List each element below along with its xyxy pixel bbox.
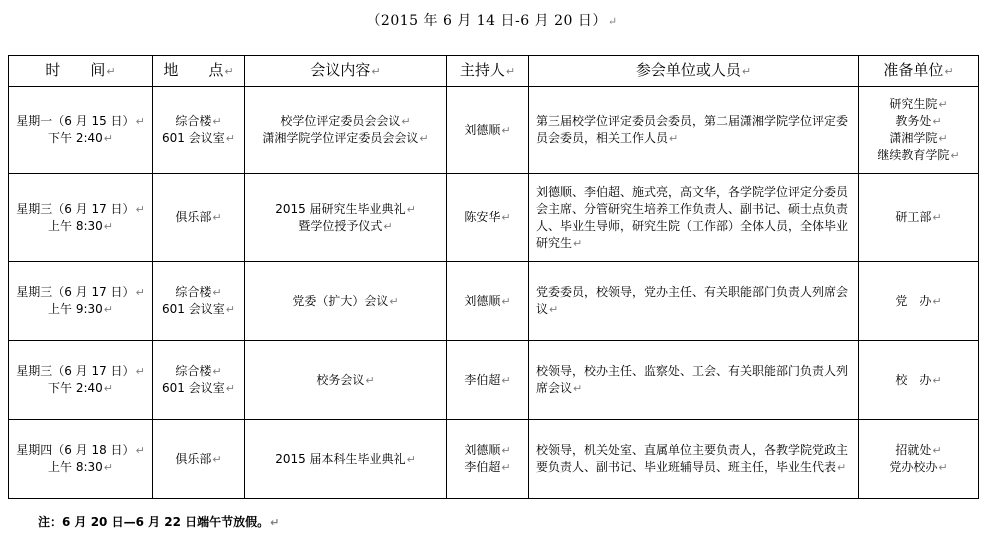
paragraph-mark-icon: ↵ bbox=[573, 382, 583, 395]
header-place bbox=[153, 56, 245, 87]
paragraph-mark-icon: ↵ bbox=[406, 202, 416, 216]
host-cell bbox=[447, 341, 529, 420]
time-slot: 上午 8:30 bbox=[48, 460, 103, 474]
paragraph-mark-icon: ↵ bbox=[501, 294, 511, 308]
paragraph-mark-icon: ↵ bbox=[383, 219, 393, 233]
paragraph-mark-icon: ↵ bbox=[224, 65, 234, 78]
paragraph-mark-icon: ↵ bbox=[212, 286, 222, 299]
prep-unit: 党 办 bbox=[895, 293, 932, 308]
paragraph-mark-icon: ↵ bbox=[212, 365, 222, 378]
host-name: 刘德顺 bbox=[464, 443, 501, 457]
attendees-text: 校领导，校办主任、监察处、工会、有关职能部门负责人列席会议 bbox=[536, 364, 849, 395]
paragraph-mark-icon: ↵ bbox=[103, 382, 113, 395]
prep-unit: 继续教育学院 bbox=[877, 148, 950, 162]
schedule-title bbox=[0, 10, 984, 30]
attendees-cell bbox=[529, 174, 859, 262]
place-cell bbox=[153, 420, 245, 499]
paragraph-mark-icon: ↵ bbox=[135, 286, 145, 299]
prep-cell bbox=[859, 174, 979, 262]
paragraph-mark-icon: ↵ bbox=[225, 382, 235, 395]
table-row bbox=[9, 87, 979, 174]
paragraph-mark-icon: ↵ bbox=[549, 303, 559, 316]
header-content bbox=[245, 56, 447, 87]
content-line: 党委（扩大）会议 bbox=[292, 293, 389, 308]
attendees-cell bbox=[529, 262, 859, 341]
paragraph-mark-icon: ↵ bbox=[932, 373, 942, 387]
time-day: 星期三（6 月 17 日） bbox=[16, 364, 135, 378]
content-line: 暨学位授予仪式 bbox=[298, 218, 383, 233]
prep-cell bbox=[859, 262, 979, 341]
place-line: 俱乐部 bbox=[175, 451, 212, 466]
prep-unit: 潇湘学院 bbox=[889, 131, 938, 145]
paragraph-mark-icon: ↵ bbox=[932, 444, 942, 457]
host-name: 刘德顺 bbox=[464, 293, 501, 308]
paragraph-mark-icon: ↵ bbox=[401, 115, 411, 128]
time-cell bbox=[9, 262, 153, 341]
paragraph-mark-icon: ↵ bbox=[573, 236, 583, 250]
paragraph-mark-icon: ↵ bbox=[938, 98, 948, 111]
paragraph-mark-icon: ↵ bbox=[365, 373, 375, 387]
host-name: 李伯超 bbox=[464, 372, 501, 387]
header-attendees-label: 参会单位或人员 bbox=[635, 61, 741, 79]
paragraph-mark-icon: ↵ bbox=[944, 65, 954, 78]
paragraph-mark-icon: ↵ bbox=[938, 461, 948, 474]
header-time-label: 时 间 bbox=[45, 61, 106, 79]
place-line: 综合楼 bbox=[175, 285, 212, 299]
host-cell bbox=[447, 420, 529, 499]
time-cell bbox=[9, 174, 153, 262]
paragraph-mark-icon: ↵ bbox=[103, 303, 113, 316]
paragraph-mark-icon: ↵ bbox=[135, 202, 145, 216]
attendees-text: 党委委员，校领导，党办主任、有关职能部门负责人列席会议 bbox=[536, 285, 849, 316]
paragraph-mark-icon: ↵ bbox=[419, 132, 429, 145]
paragraph-mark-icon: ↵ bbox=[371, 65, 381, 78]
time-day: 星期四（6 月 18 日） bbox=[16, 443, 135, 457]
paragraph-mark-icon: ↵ bbox=[225, 132, 235, 145]
paragraph-mark-icon: ↵ bbox=[501, 123, 511, 137]
paragraph-mark-icon: ↵ bbox=[135, 365, 145, 378]
host-cell bbox=[447, 174, 529, 262]
holiday-note-text: 注：6 月 20 日—6 月 22 日端午节放假。 bbox=[38, 515, 270, 529]
prep-unit: 研工部 bbox=[895, 210, 932, 224]
table-row bbox=[9, 341, 979, 420]
content-cell bbox=[245, 420, 447, 499]
time-day: 星期三（6 月 17 日） bbox=[16, 201, 135, 216]
host-name: 刘德顺 bbox=[464, 122, 501, 137]
paragraph-mark-icon: ↵ bbox=[932, 294, 942, 308]
time-day: 星期三（6 月 17 日） bbox=[16, 285, 135, 299]
header-row bbox=[9, 56, 979, 87]
time-slot: 下午 2:40 bbox=[48, 131, 103, 145]
prep-unit: 教务处 bbox=[895, 114, 932, 128]
time-slot: 下午 2:40 bbox=[48, 381, 103, 395]
prep-unit: 招就处 bbox=[895, 443, 932, 457]
header-content-label: 会议内容 bbox=[310, 61, 371, 79]
paragraph-mark-icon: ↵ bbox=[212, 211, 222, 224]
host-cell bbox=[447, 262, 529, 341]
header-host-label: 主持人 bbox=[459, 61, 505, 79]
attendees-text: 刘德顺、李伯超、施式亮，高文华，各学院学位评定分委员会主席、分管研究生培养工作负责人、副书记、硕士点负责人、毕业生导师，研究生院（工作部）全体人员，全体毕业研究生 bbox=[536, 184, 849, 250]
paragraph-mark-icon: ↵ bbox=[106, 65, 116, 78]
prep-cell bbox=[859, 420, 979, 499]
content-cell bbox=[245, 341, 447, 420]
paragraph-mark-icon: ↵ bbox=[932, 211, 942, 224]
prep-cell bbox=[859, 87, 979, 174]
paragraph-mark-icon: ↵ bbox=[135, 115, 145, 128]
header-time bbox=[9, 56, 153, 87]
place-line: 601 会议室 bbox=[162, 131, 225, 145]
paragraph-mark-icon: ↵ bbox=[270, 516, 280, 529]
paragraph-mark-icon: ↵ bbox=[103, 461, 113, 474]
time-cell bbox=[9, 341, 153, 420]
attendees-text: 校领导，机关处室、直属单位主要负责人，各教学院党政主要负责人、副书记、毕业班辅导员、班主任，毕业生代表 bbox=[536, 443, 849, 474]
host-cell bbox=[447, 87, 529, 174]
paragraph-mark-icon: ↵ bbox=[135, 444, 145, 457]
paragraph-mark-icon: ↵ bbox=[212, 452, 222, 466]
attendees-text: 第三届校学位评定委员会委员，第二届潇湘学院学位评定委员会委员，相关工作人员 bbox=[536, 114, 849, 145]
header-prep-label: 准备单位 bbox=[883, 61, 944, 79]
time-day: 星期一（6 月 15 日） bbox=[16, 114, 135, 128]
paragraph-mark-icon: ↵ bbox=[669, 132, 679, 145]
place-line: 综合楼 bbox=[175, 114, 212, 128]
place-cell bbox=[153, 262, 245, 341]
host-name: 李伯超 bbox=[464, 460, 501, 474]
paragraph-mark-icon: ↵ bbox=[501, 444, 511, 457]
prep-unit: 党办校办 bbox=[889, 460, 938, 474]
content-cell bbox=[245, 174, 447, 262]
paragraph-mark-icon: ↵ bbox=[501, 211, 511, 224]
content-cell bbox=[245, 262, 447, 341]
place-cell bbox=[153, 174, 245, 262]
attendees-cell bbox=[529, 341, 859, 420]
place-line: 601 会议室 bbox=[162, 302, 225, 316]
table-row bbox=[9, 420, 979, 499]
paragraph-mark-icon: ↵ bbox=[501, 461, 511, 474]
header-attendees bbox=[529, 56, 859, 87]
content-line: 校务会议 bbox=[316, 372, 365, 387]
paragraph-mark-icon: ↵ bbox=[389, 294, 399, 308]
time-slot: 上午 8:30 bbox=[48, 218, 103, 233]
place-line: 俱乐部 bbox=[175, 210, 212, 224]
place-line: 601 会议室 bbox=[162, 381, 225, 395]
table-row bbox=[9, 262, 979, 341]
paragraph-mark-icon: ↵ bbox=[406, 452, 416, 466]
paragraph-mark-icon: ↵ bbox=[932, 115, 942, 128]
paragraph-mark-icon: ↵ bbox=[212, 115, 222, 128]
paragraph-mark-icon: ↵ bbox=[938, 132, 948, 145]
paragraph-mark-icon: ↵ bbox=[505, 65, 516, 78]
prep-cell bbox=[859, 341, 979, 420]
paragraph-mark-icon: ↵ bbox=[607, 15, 618, 28]
time-cell bbox=[9, 420, 153, 499]
content-cell bbox=[245, 87, 447, 174]
content-line: 校学位评定委员会会议 bbox=[280, 114, 401, 128]
header-host bbox=[447, 56, 529, 87]
prep-unit: 校 办 bbox=[895, 372, 932, 387]
paragraph-mark-icon: ↵ bbox=[837, 461, 847, 474]
paragraph-mark-icon: ↵ bbox=[225, 303, 235, 316]
time-cell bbox=[9, 87, 153, 174]
time-slot: 上午 9:30 bbox=[48, 302, 103, 316]
table-row bbox=[9, 174, 979, 262]
content-line: 2015 届研究生毕业典礼 bbox=[275, 201, 406, 216]
paragraph-mark-icon: ↵ bbox=[741, 65, 752, 78]
attendees-cell bbox=[529, 87, 859, 174]
place-line: 综合楼 bbox=[175, 364, 212, 378]
content-line: 2015 届本科生毕业典礼 bbox=[275, 451, 406, 466]
holiday-note bbox=[38, 513, 279, 530]
place-cell bbox=[153, 341, 245, 420]
place-cell bbox=[153, 87, 245, 174]
schedule-title-text: （2015 年 6 月 14 日-6 月 20 日） bbox=[366, 13, 607, 29]
prep-unit: 研究生院 bbox=[889, 97, 938, 111]
meeting-schedule-table bbox=[8, 55, 979, 499]
attendees-cell bbox=[529, 420, 859, 499]
header-place-label: 地 点 bbox=[163, 61, 224, 79]
paragraph-mark-icon: ↵ bbox=[501, 373, 511, 387]
host-name: 陈安华 bbox=[464, 210, 501, 224]
paragraph-mark-icon: ↵ bbox=[103, 132, 113, 145]
paragraph-mark-icon: ↵ bbox=[103, 219, 113, 233]
paragraph-mark-icon: ↵ bbox=[950, 149, 960, 162]
header-prep bbox=[859, 56, 979, 87]
content-line: 潇湘学院学位评定委员会会议 bbox=[262, 131, 419, 145]
